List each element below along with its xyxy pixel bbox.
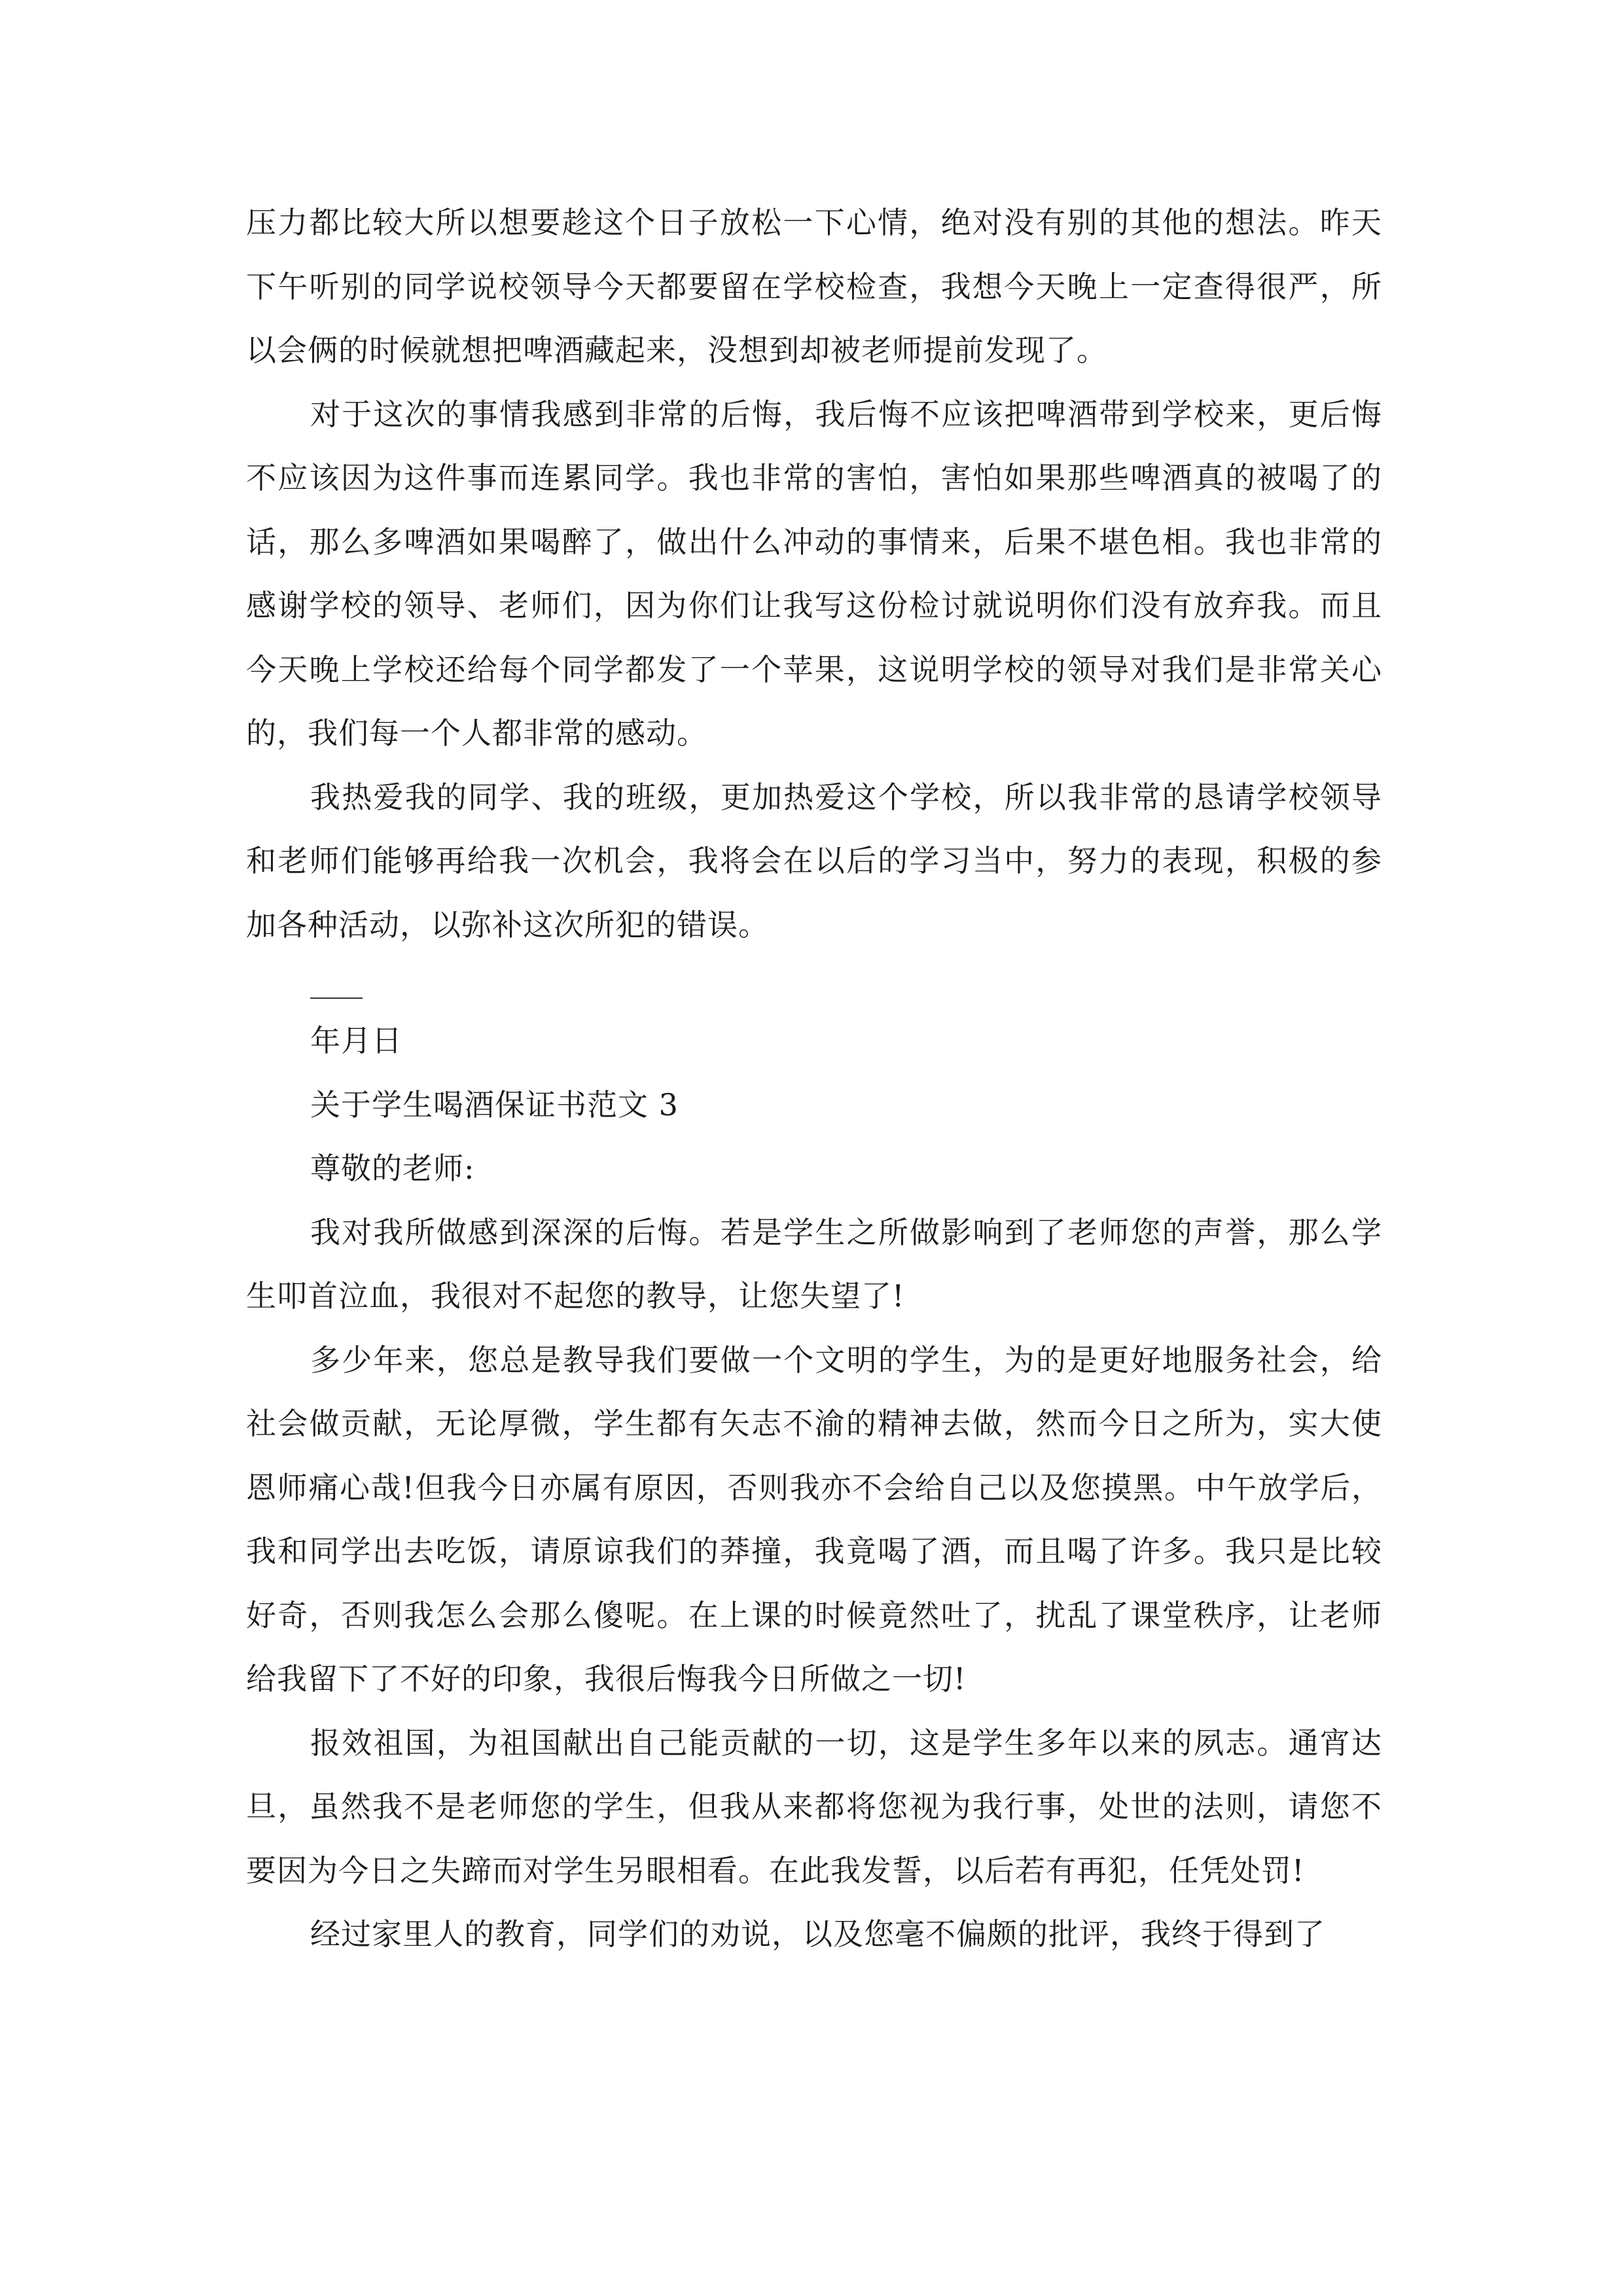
paragraph-continued: 压力都比较大所以想要趁这个日子放松一下心情，绝对没有别的其他的想法。昨天下午听别的同学说校领导今天都要留在学校检查，我想今天晚上一定查得很严，所以会俩的时候就想把啤酒藏起来，没想到却被老师提前发现了。: [246, 205, 1382, 368]
date-line: 年月日: [310, 1023, 402, 1058]
signature-line: [246, 957, 1382, 1021]
paragraph-explanation: 多少年来，您总是教导我们要做一个文明的学生，为的是更好地服务社会，给社会做贡献，无论厚微，学生都有矢志不渝的精神去做，然而今日之所为，实大使恩师痛心哉!但我今日亦属有原因，否则我亦不会给自己以及您摸黑。中午放学后，我和同学出去吃饭，请原谅我们的莽撞，我竟喝了酒，而且喝了许多。我只是比较好奇，否则我怎么会那么傻呢。在上课的时候竟然吐了，扰乱了课堂秩序，让老师给我留下了不好的印象，我很后悔我今日所做之一切!: [246, 1342, 1382, 1696]
paragraph-conclusion: 经过家里人的教育，同学们的劝说，以及您毫不偏颇的批评，我终于得到了: [310, 1916, 1325, 1952]
paragraph-vow: 报效祖国，为祖国献出自己能贡献的一切，这是学生多年以来的夙志。通宵达旦，虽然我不是老师您的学生，但我从来都将您视为我行事，处世的法则，请您不要因为今日之失蹄而对学生另眼相看。在此我发誓，以后若有再犯，任凭处罚!: [246, 1725, 1382, 1888]
paragraph-apology: 我对我所做感到深深的后悔。若是学生之所做影响到了老师您的声誉，那么学生叩首泣血，我很对不起您的教导，让您失望了!: [246, 1214, 1382, 1314]
paragraph-regret: 对于这次的事情我感到非常的后悔，我后悔不应该把啤酒带到学校来，更后悔不应该因为这件事而连累同学。我也非常的害怕，害怕如果那些啤酒真的被喝了的话，那么多啤酒如果喝醉了，做出什么冲动的事情来，后果不堪色相。我也非常的感谢学校的领导、老师们，因为你们让我写这份检讨就说明你们没有放弃我。而且今天晚上学校还给每个同学都发了一个苹果，这说明学校的领导对我们是非常关心的，我们每一个人都非常的感动。: [246, 396, 1382, 751]
signature-rule: [310, 997, 363, 999]
section-title: 关于学生喝酒保证书范文 3: [310, 1086, 679, 1122]
paragraph-plea: 我热爱我的同学、我的班级，更加热爱这个学校，所以我非常的恳请学校领导和老师们能够再给我一次机会，我将会在以后的学习当中，努力的表现，积极的参加各种活动，以弥补这次所犯的错误。: [246, 779, 1382, 942]
salutation: 尊敬的老师:: [310, 1151, 475, 1186]
document-page: [246, 191, 1382, 1967]
